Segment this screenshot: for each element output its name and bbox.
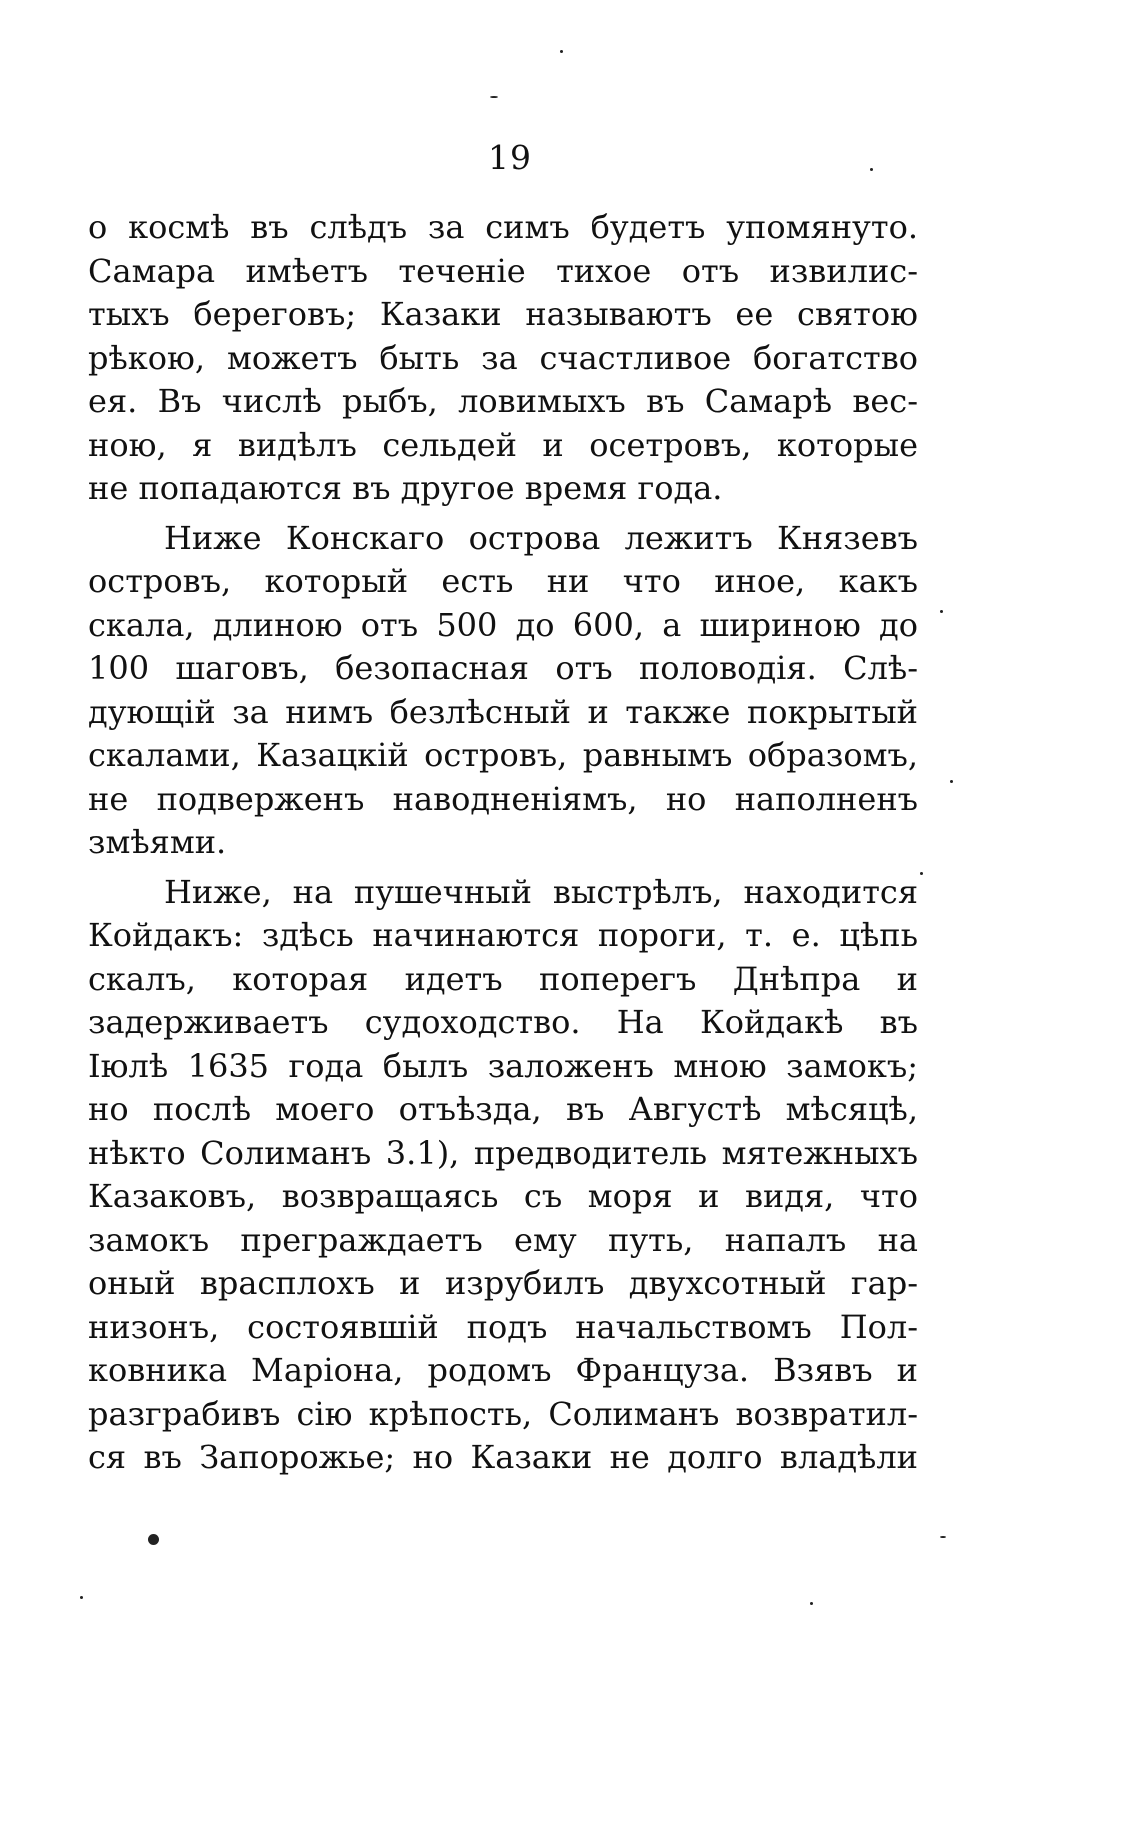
text-line: Самара имѣетъ теченіе тихое отъ извилис- <box>88 251 918 290</box>
text-line: но послѣ моего отъѣзда, въ Августѣ мѣсяцѣ, <box>88 1090 918 1128</box>
text-line: 100 шаговъ, безопасная отъ половодія. Слѣ- <box>88 649 918 687</box>
text-line: ея. Въ числѣ рыбъ, ловимыхъ въ Самарѣ вес- <box>88 382 918 420</box>
text-line: ковника Маріона, родомъ Француза. Взявъ и <box>88 1351 918 1389</box>
text-line: замокъ преграждаетъ ему путь, напалъ на <box>88 1220 918 1259</box>
text-line: задерживаетъ судоходство. На Койдакѣ въ <box>88 1003 918 1041</box>
text-line: рѣкою, можетъ быть за счастливое богатство <box>88 338 918 377</box>
text-line: Казаковъ, возвращаясь съ моря и видя, что <box>88 1177 918 1215</box>
text-line: нѣкто Солиманъ 3.1), предводитель мятежныхъ <box>88 1133 918 1172</box>
text-line: змѣями. <box>88 823 227 861</box>
scan-speck <box>940 1536 946 1538</box>
text-line: скалъ, которая идетъ поперегъ Днѣпра и <box>88 959 918 998</box>
text-line: Койдакъ: здѣсь начинаются пороги, т. е. цѣпь <box>88 916 918 954</box>
scan-speck <box>810 1602 813 1605</box>
text-line: Іюлѣ 1635 года былъ заложенъ мною замокъ; <box>88 1046 918 1085</box>
text-line: Ниже, на пушечный выстрѣлъ, находится <box>164 872 918 911</box>
scan-speck <box>920 872 923 875</box>
text-line: о космѣ въ слѣдъ за симъ будетъ упомянуто. <box>88 208 918 246</box>
text-line: не попадаются въ другое время года. <box>88 469 723 507</box>
paragraph-2 <box>88 517 918 865</box>
paragraph-1 <box>88 206 918 511</box>
scan-speck <box>950 780 953 783</box>
text-line: тыхъ береговъ; Казаки называютъ ее святою <box>88 295 918 333</box>
text-line: не подверженъ наводненіямъ, но наполненъ <box>88 779 918 818</box>
scan-speck <box>148 1534 159 1545</box>
text-line: скала, длиною отъ 500 до 600, а шириною до <box>88 605 918 644</box>
text-line: оный врасплохъ и изрубилъ двухсотный гар- <box>88 1264 918 1302</box>
text-line: дующій за нимъ безлѣсный и также покрытый <box>88 692 918 731</box>
scan-speck <box>940 610 943 613</box>
scan-speck <box>80 1596 83 1599</box>
text-line: островъ, который есть ни что иное, какъ <box>88 562 918 600</box>
text-line: Ниже Конскаго острова лежитъ Князевъ <box>164 518 918 557</box>
text-line: скалами, Казацкій островъ, равнымъ образомъ, <box>88 736 918 774</box>
scan-speck <box>870 168 873 171</box>
scan-speck <box>490 96 498 98</box>
page-number: 19 <box>488 138 532 177</box>
text-line: ся въ Запорожье; но Казаки не долго владѣли <box>88 1438 918 1476</box>
scan-speck <box>560 50 563 53</box>
body-text <box>88 206 918 1480</box>
text-line: низонъ, состоявшій подъ начальствомъ Пол- <box>88 1307 918 1346</box>
text-line: ною, я видѣлъ сельдей и осетровъ, которые <box>88 425 918 464</box>
text-line: разграбивъ сію крѣпость, Солиманъ возвратил- <box>88 1394 918 1433</box>
paragraph-3 <box>88 871 918 1480</box>
